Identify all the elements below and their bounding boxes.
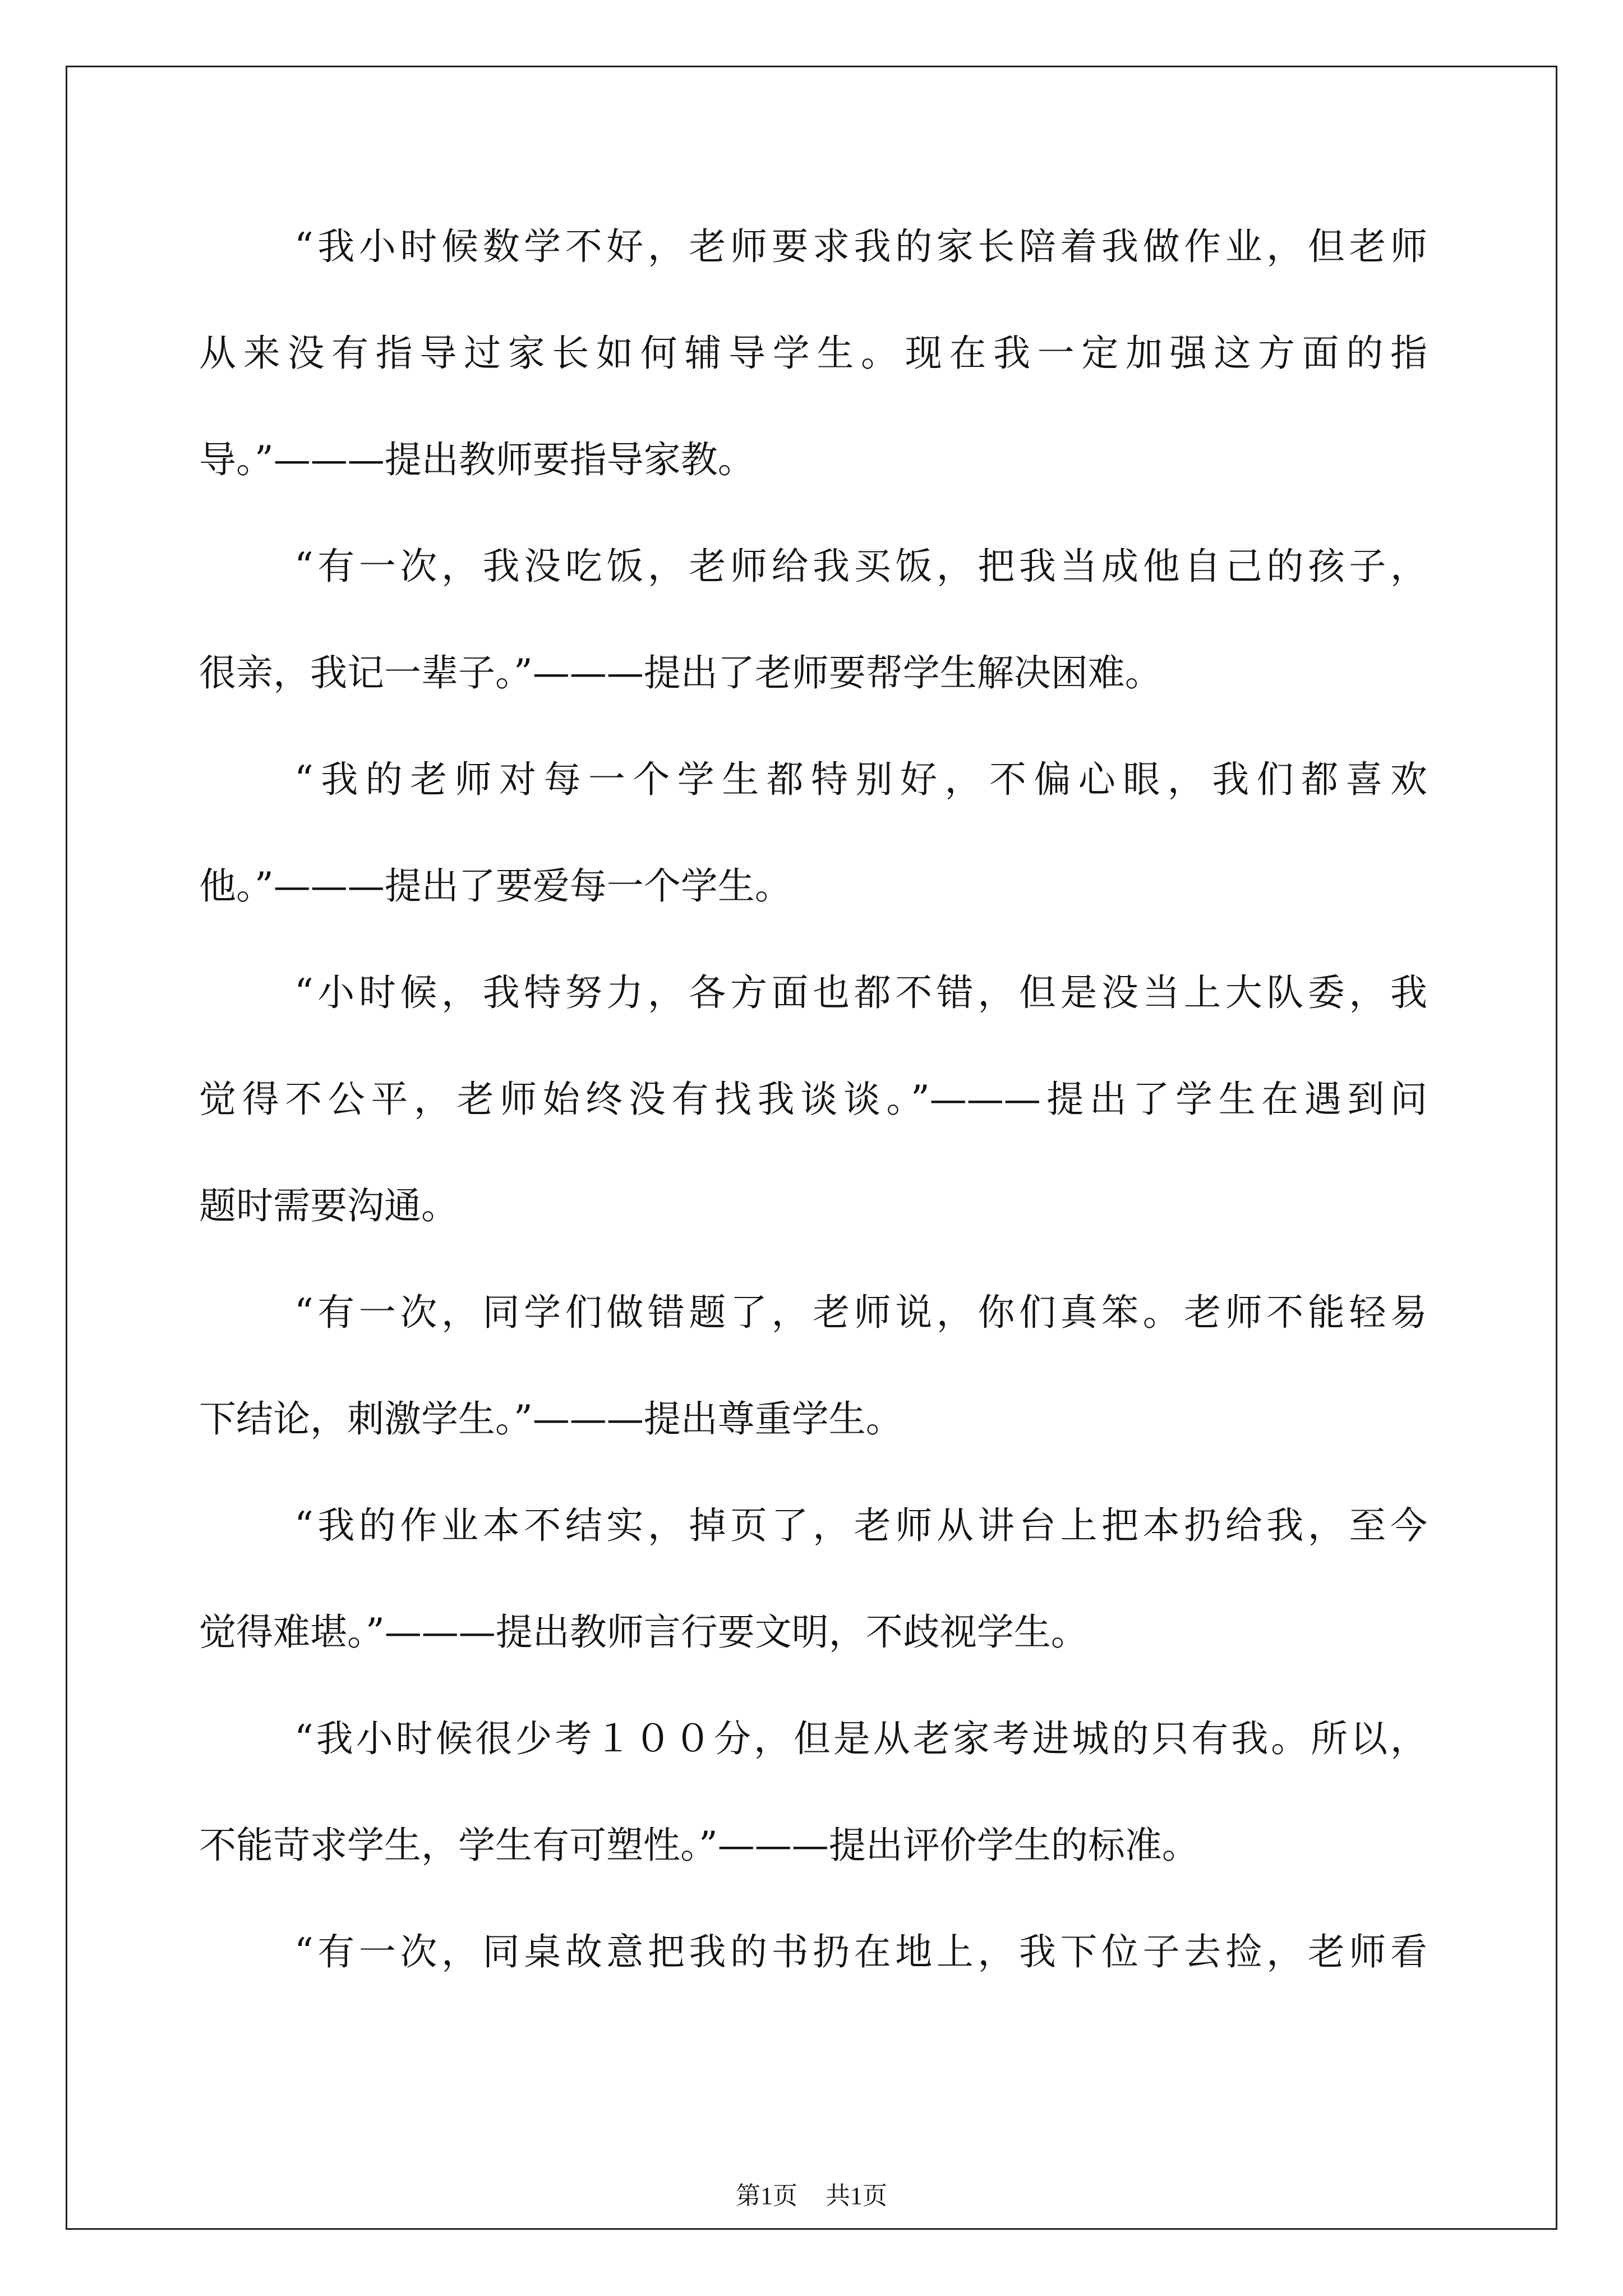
text-line: “我小时候数学不好，老师要求我的家长陪着我做作业，但老师 — [294, 225, 1427, 268]
text-line: 很亲，我记一辈子。”———提出了老师要帮学生解决困难。 — [199, 651, 1162, 694]
text-line: 下结论，刺激学生。”———提出尊重学生。 — [199, 1397, 903, 1441]
text-line: 不能苛求学生，学生有可塑性。”———提出评价学生的标准。 — [199, 1824, 1199, 1867]
text-line: 觉得难堪。”———提出教师言行要文明，不歧视学生。 — [199, 1611, 1088, 1654]
text-line: 导。”———提出教师要指导家教。 — [199, 438, 755, 481]
page-number: 第1页 — [736, 2182, 797, 2210]
page-footer — [0, 2179, 1623, 2213]
text-line: 他。”———提出了要爱每一个学生。 — [199, 864, 792, 908]
text-line: “有一次，同桌故意把我的书扔在地上，我下位子去捡，老师看 — [294, 1930, 1427, 1973]
text-line: “小时候，我特努力，各方面也都不错，但是没当上大队委，我 — [294, 971, 1427, 1014]
text-line: 觉得不公平，老师始终没有找我谈谈。”———提出了学生在遇到问 — [199, 1078, 1427, 1121]
text-line: 题时需要沟通。 — [199, 1184, 458, 1227]
text-line: “我小时候很少考１００分，但是从老家考进城的只有我。所以， — [294, 1717, 1427, 1760]
text-line: “有一次，我没吃饭，老师给我买饭，把我当成他自己的孩子， — [294, 545, 1427, 588]
text-line: 从来没有指导过家长如何辅导学生。现在我一定加强这方面的指 — [199, 332, 1427, 375]
page-total: 共1页 — [826, 2182, 887, 2210]
text-line: “有一次，同学们做错题了，老师说，你们真笨。老师不能轻易 — [294, 1291, 1427, 1334]
text-line: “我的老师对每一个学生都特别好，不偏心眼，我们都喜欢 — [294, 758, 1427, 801]
page-frame — [66, 66, 1557, 2230]
text-line: “我的作业本不结实，掉页了，老师从讲台上把本扔给我，至今 — [294, 1504, 1427, 1547]
